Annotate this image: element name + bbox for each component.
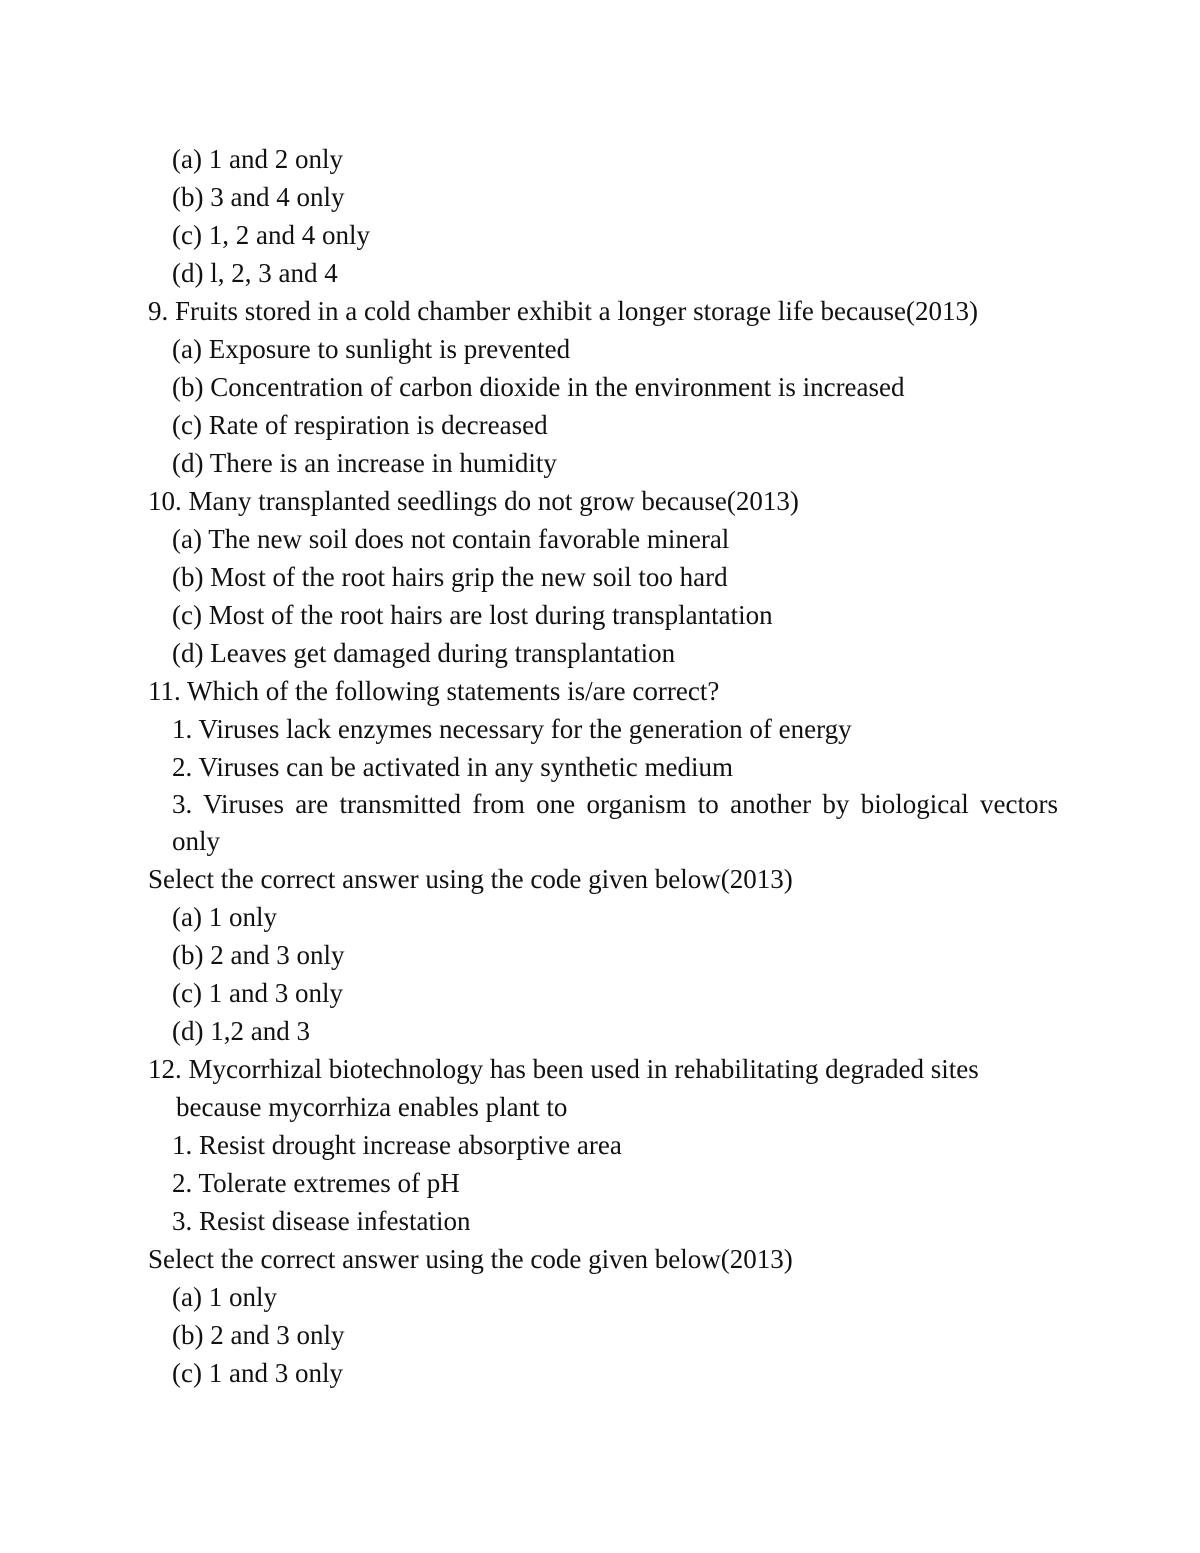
q11-select-instruction: Select the correct answer using the code given below(2013) xyxy=(148,864,793,894)
q12-select-instruction: Select the correct answer using the code given below(2013) xyxy=(148,1244,793,1274)
q12-option-b: (b) 2 and 3 only xyxy=(172,1320,345,1350)
q11-option-d: (d) 1,2 and 3 xyxy=(172,1016,310,1046)
page-content xyxy=(148,140,1060,1392)
q9-question: 9. Fruits stored in a cold chamber exhibit a longer storage life because(2013) xyxy=(148,296,978,326)
q11-statement-1: 1. Viruses lack enzymes necessary for the generation of energy xyxy=(172,714,852,744)
q12-statement-3: 3. Resist disease infestation xyxy=(172,1206,471,1236)
q8-option-c: (c) 1, 2 and 4 only xyxy=(172,220,370,250)
q9-option-a: (a) Exposure to sunlight is prevented xyxy=(172,334,571,364)
q8-option-b: (b) 3 and 4 only xyxy=(172,182,345,212)
q12-option-c: (c) 1 and 3 only xyxy=(172,1358,343,1388)
q10-option-d: (d) Leaves get damaged during transplantation xyxy=(172,638,676,668)
q9-option-b: (b) Concentration of carbon dioxide in the environment is increased xyxy=(172,372,905,402)
q12-question-line2: because mycorrhiza enables plant to xyxy=(176,1092,568,1122)
q8-option-d: (d) l, 2, 3 and 4 xyxy=(172,258,338,288)
q12-question-line1: 12. Mycorrhizal biotechnology has been used in rehabilitating degraded sites xyxy=(148,1054,979,1084)
q11-option-b: (b) 2 and 3 only xyxy=(172,940,345,970)
q9-option-c: (c) Rate of respiration is decreased xyxy=(172,410,548,440)
q8-option-a: (a) 1 and 2 only xyxy=(172,144,343,174)
q11-question: 11. Which of the following statements is/are correct? xyxy=(148,676,720,706)
q10-question: 10. Many transplanted seedlings do not grow because(2013) xyxy=(148,486,799,516)
q11-statement-3: 3. Viruses are transmitted from one organism to another by biological vectors only xyxy=(172,789,1058,856)
q11-statement-2: 2. Viruses can be activated in any synthetic medium xyxy=(172,752,733,782)
q12-statement-1: 1. Resist drought increase absorptive area xyxy=(172,1130,622,1160)
q10-option-a: (a) The new soil does not contain favorable mineral xyxy=(172,524,730,554)
q10-option-c: (c) Most of the root hairs are lost during transplantation xyxy=(172,600,773,630)
q12-option-a: (a) 1 only xyxy=(172,1282,277,1312)
q10-option-b: (b) Most of the root hairs grip the new soil too hard xyxy=(172,562,728,592)
q11-option-c: (c) 1 and 3 only xyxy=(172,978,343,1008)
q12-statement-2: 2. Tolerate extremes of pH xyxy=(172,1168,460,1198)
q9-option-d: (d) There is an increase in humidity xyxy=(172,448,557,478)
q11-option-a: (a) 1 only xyxy=(172,902,277,932)
